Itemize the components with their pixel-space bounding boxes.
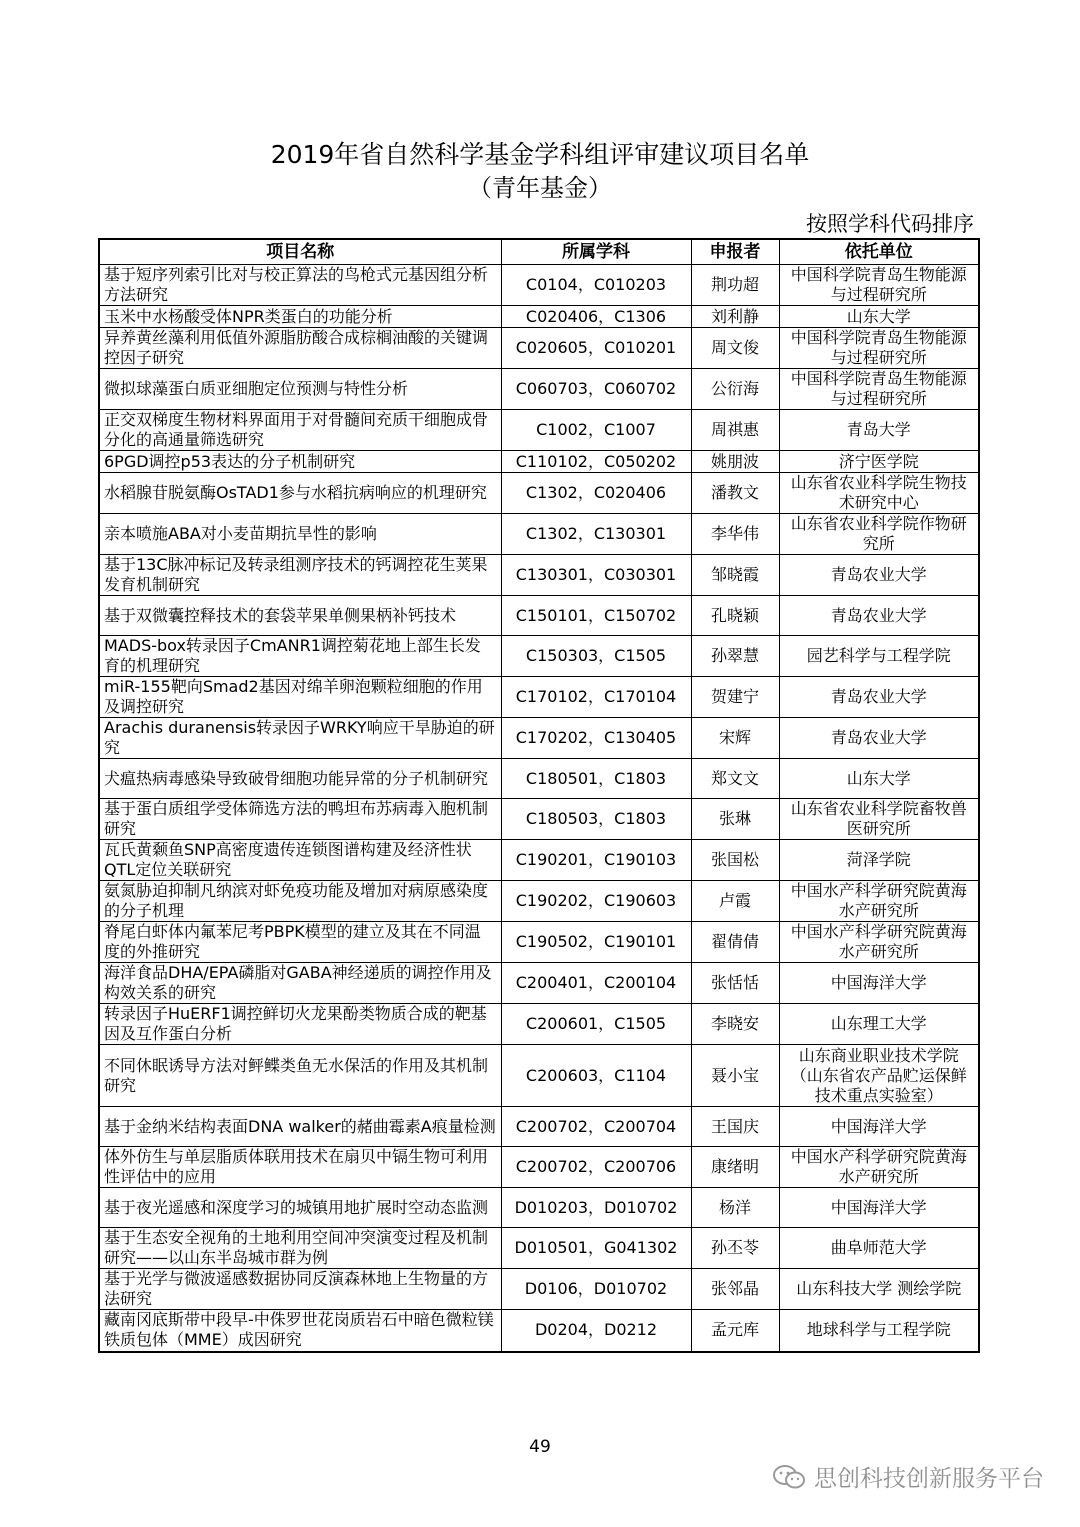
page-title: 2019年省自然科学基金学科组评审建议项目名单	[270, 140, 810, 169]
applicant-cell	[691, 1045, 779, 1107]
project-name-cell	[99, 759, 501, 799]
subject-cell	[501, 410, 691, 451]
project-name-text: 基于光学与微波遥感数据协同反演森林地上生物量的方法研究	[104, 1269, 489, 1308]
subject-text: D010501，G041302	[514, 1238, 678, 1257]
table-row	[99, 1310, 979, 1352]
subject-text: C190202，C190603	[515, 891, 677, 910]
institution-cell	[779, 473, 979, 514]
wechat-icon	[772, 1464, 806, 1490]
subject-text: C150101，C150702	[515, 605, 677, 625]
applicant-text: 卢霞	[718, 891, 751, 910]
institution-cell	[779, 451, 979, 473]
applicant-cell	[691, 473, 779, 514]
project-name-text: 藏南冈底斯带中段早-中侏罗世花岗质岩石中暗色微粒镁铁质包体（MME）成因研究	[104, 1310, 494, 1350]
project-name-text: 犬瘟热病毒感染导致破骨细胞功能异常的分子机制研究	[104, 768, 489, 788]
applicant-cell	[691, 881, 779, 922]
institution-cell	[779, 328, 979, 369]
institution-cell	[779, 677, 979, 718]
subject-text: C170202，C130405	[515, 728, 677, 747]
table-row	[99, 514, 979, 555]
project-name-cell	[99, 451, 501, 473]
applicant-text: 聂小宝	[710, 1065, 759, 1085]
applicant-text: 张琳	[718, 809, 751, 828]
applicant-text: 张国松	[710, 850, 759, 869]
institution-text: 中国水产科学研究院黄海水产研究所	[790, 1147, 967, 1186]
project-name-text: 基于夜光遥感和深度学习的城镇用地扩展时空动态监测	[104, 1197, 489, 1217]
applicant-cell	[691, 1147, 779, 1188]
subject-cell	[501, 1004, 691, 1045]
project-name-text: 玉米中水杨酸受体NPR类蛋白的功能分析	[104, 306, 393, 326]
subject-cell	[501, 759, 691, 799]
project-name-cell	[99, 555, 501, 596]
project-name-cell	[99, 1269, 501, 1310]
project-name-text: 脊尾白虾体内氟苯尼考PBPK模型的建立及其在不同温度的外推研究	[104, 922, 481, 961]
subject-text: C170102，C170104	[515, 687, 677, 706]
project-name-text: 异养黄丝藻利用低值外源脂肪酸合成棕榈油酸的关键调控因子研究	[104, 328, 489, 367]
project-name-text: 6PGD调控p53表达的分子机制研究	[104, 451, 356, 471]
project-name-text: MADS-box转录因子CmANR1调控菊花地上部生长发育的机理研究	[104, 636, 481, 675]
table-row	[99, 799, 979, 840]
subject-cell	[501, 1310, 691, 1352]
subject-text: C180501，C1803	[525, 768, 667, 788]
subject-cell	[501, 799, 691, 840]
table-row	[99, 1188, 979, 1228]
column-header-project-name: 项目名称	[99, 239, 501, 265]
institution-text: 青岛农业大学	[830, 728, 927, 747]
subject-cell	[501, 1045, 691, 1107]
applicant-cell	[691, 677, 779, 718]
subject-text: C200401，C200104	[515, 973, 677, 992]
institution-cell	[779, 1147, 979, 1188]
applicant-text: 王国庆	[710, 1116, 759, 1136]
subject-cell	[501, 1147, 691, 1188]
subject-text: C110102，C050202	[515, 451, 677, 471]
institution-text: 中国海洋大学	[830, 973, 927, 992]
subject-cell	[501, 718, 691, 759]
institution-text: 菏泽学院	[846, 850, 911, 869]
institution-text: 园艺科学与工程学院	[806, 646, 951, 665]
project-name-cell	[99, 922, 501, 963]
project-name-text: 微拟球藻蛋白质亚细胞定位预测与特性分析	[104, 379, 409, 398]
institution-text: 中国海洋大学	[830, 1197, 927, 1217]
institution-text: 中国科学院青岛生物能源与过程研究所	[790, 265, 967, 304]
institution-cell	[779, 922, 979, 963]
institution-text: 中国水产科学研究院黄海水产研究所	[790, 881, 967, 920]
subject-cell	[501, 514, 691, 555]
watermark	[772, 1460, 1044, 1493]
subject-cell	[501, 677, 691, 718]
subject-cell	[501, 328, 691, 369]
subject-text: C190201，C190103	[515, 850, 677, 869]
subject-cell	[501, 596, 691, 636]
institution-cell	[779, 1045, 979, 1107]
project-name-text: 不同休眠诱导方法对鲆鲽类鱼无水保活的作用及其机制研究	[104, 1055, 489, 1095]
applicant-cell	[691, 963, 779, 1004]
applicant-text: 刘利静	[710, 306, 759, 326]
project-name-cell	[99, 369, 501, 410]
subject-cell	[501, 922, 691, 963]
table-row	[99, 881, 979, 922]
applicant-cell	[691, 1107, 779, 1147]
institution-text: 青岛农业大学	[830, 565, 927, 584]
institution-text: 山东省农业科学院畜牧兽医研究所	[790, 799, 967, 838]
project-name-cell	[99, 1004, 501, 1045]
institution-text: 济宁医学院	[838, 451, 919, 471]
subject-text: C1302，C020406	[525, 483, 667, 502]
applicant-cell	[691, 759, 779, 799]
institution-text: 山东大学	[846, 768, 911, 788]
applicant-cell	[691, 799, 779, 840]
applicant-text: 李华伟	[710, 524, 759, 543]
subject-text: C200601，C1505	[525, 1014, 667, 1033]
institution-cell	[779, 718, 979, 759]
institution-text: 曲阜师范大学	[830, 1238, 927, 1257]
subject-cell	[501, 1107, 691, 1147]
applicant-text: 潘教文	[710, 483, 759, 502]
applicant-cell	[691, 306, 779, 328]
institution-cell	[779, 963, 979, 1004]
table-row	[99, 922, 979, 963]
project-name-text: 海洋食品DHA/EPA磷脂对GABA神经递质的调控作用及构效关系的研究	[104, 963, 492, 1002]
subject-cell	[501, 840, 691, 881]
project-name-cell	[99, 1147, 501, 1188]
subject-text: D0204，D0212	[534, 1320, 658, 1340]
institution-cell	[779, 799, 979, 840]
institution-text: 地球科学与工程学院	[806, 1320, 951, 1340]
table-row	[99, 1147, 979, 1188]
institution-cell	[779, 1188, 979, 1228]
subject-text: C190502，C190101	[515, 932, 677, 951]
table-row	[99, 759, 979, 799]
applicant-text: 张恬恬	[710, 973, 759, 992]
applicant-text: 康绪明	[710, 1157, 759, 1176]
project-name-text: 基于双微囊控释技术的套袋苹果单侧果柄补钙技术	[104, 605, 457, 625]
project-name-text: 亲本喷施ABA对小麦苗期抗旱性的影响	[104, 524, 377, 543]
applicant-text: 张邻晶	[710, 1279, 759, 1298]
applicant-cell	[691, 1269, 779, 1310]
institution-text: 中国海洋大学	[830, 1116, 927, 1136]
project-name-cell	[99, 1310, 501, 1352]
project-name-cell	[99, 1228, 501, 1269]
project-name-text: 氨氮胁迫抑制凡纳滨对虾免疫功能及增加对病原感染度的分子机理	[104, 881, 489, 920]
project-name-cell	[99, 328, 501, 369]
subject-text: C1302，C130301	[525, 524, 667, 543]
subject-cell	[501, 636, 691, 677]
project-name-cell	[99, 596, 501, 636]
subject-cell	[501, 369, 691, 410]
table-row	[99, 677, 979, 718]
subject-text: C180503，C1803	[525, 809, 667, 828]
applicant-cell	[691, 1310, 779, 1352]
applicant-cell	[691, 922, 779, 963]
applicant-cell	[691, 1188, 779, 1228]
table-row	[99, 555, 979, 596]
applicant-cell	[691, 1228, 779, 1269]
institution-text: 青岛农业大学	[830, 687, 927, 706]
applicant-cell	[691, 596, 779, 636]
institution-text: 青岛大学	[846, 420, 911, 439]
project-name-cell	[99, 1188, 501, 1228]
table-row	[99, 451, 979, 473]
subject-text: D010203，D010702	[514, 1197, 678, 1217]
subject-text: C1002，C1007	[536, 420, 656, 439]
project-name-text: miR-155靶向Smad2基因对绵羊卵泡颗粒细胞的作用及调控研究	[104, 677, 483, 716]
applicant-text: 邹晓霞	[710, 565, 759, 584]
subject-text: C150303，C1505	[525, 646, 667, 665]
watermark-text: 思创科技创新服务平台	[814, 1466, 1044, 1492]
subject-cell	[501, 963, 691, 1004]
project-name-text: 基于生态安全视角的土地利用空间冲突演变过程及机制研究——以山东半岛城市群为例	[104, 1228, 489, 1267]
subject-cell	[501, 1269, 691, 1310]
subject-cell	[501, 473, 691, 514]
institution-cell	[779, 1107, 979, 1147]
applicant-text: 杨洋	[718, 1197, 751, 1217]
applicant-text: 姚朋波	[710, 451, 759, 471]
institution-text: 山东理工大学	[830, 1014, 927, 1033]
institution-cell	[779, 555, 979, 596]
applicant-text: 周文俊	[710, 338, 759, 357]
applicant-text: 孔晓颖	[710, 605, 759, 625]
table-row	[99, 410, 979, 451]
sort-note: 按照学科代码排序	[806, 212, 974, 236]
applicant-text: 周祺惠	[710, 420, 759, 439]
project-name-text: 瓦氏黄颡鱼SNP高密度遗传连锁图谱构建及经济性状QTL定位关联研究	[104, 840, 472, 879]
table-row	[99, 718, 979, 759]
project-name-cell	[99, 1107, 501, 1147]
project-name-cell	[99, 1045, 501, 1107]
subject-text: C200603，C1104	[525, 1065, 667, 1085]
institution-text: 山东省农业科学院生物技术研究中心	[790, 473, 967, 512]
applicant-text: 荆功超	[710, 275, 759, 294]
table-row	[99, 1228, 979, 1269]
project-name-cell	[99, 265, 501, 306]
subject-text: C0104，C010203	[525, 275, 667, 294]
applicant-cell	[691, 514, 779, 555]
table-row	[99, 1004, 979, 1045]
institution-text: 山东大学	[846, 306, 911, 326]
applicant-text: 宋辉	[718, 728, 751, 747]
institution-cell	[779, 265, 979, 306]
applicant-text: 贺建宁	[710, 687, 759, 706]
column-header-institution: 依托单位	[779, 239, 979, 265]
institution-text: 中国水产科学研究院黄海水产研究所	[790, 922, 967, 961]
project-name-text: 基于13C脉冲标记及转录组测序技术的钙调控花生荚果发育机制研究	[104, 555, 488, 594]
institution-cell	[779, 369, 979, 410]
project-name-cell	[99, 881, 501, 922]
project-name-text: 正交双梯度生物材料界面用于对骨髓间充质干细胞成骨分化的高通量筛选研究	[104, 410, 489, 449]
institution-cell	[779, 881, 979, 922]
subject-cell	[501, 555, 691, 596]
column-header-subject: 所属学科	[501, 239, 691, 265]
applicant-text: 李晓安	[710, 1014, 759, 1033]
subject-cell	[501, 1228, 691, 1269]
project-name-text: 基于蛋白质组学受体筛选方法的鸭坦布苏病毒入胞机制研究	[104, 799, 489, 838]
project-name-cell	[99, 306, 501, 328]
institution-text: 山东省农业科学院作物研究所	[790, 514, 967, 553]
applicant-text: 公衍海	[710, 379, 759, 398]
applicant-text: 孟元库	[710, 1320, 759, 1340]
subject-text: C020605，C010201	[515, 338, 677, 357]
table-header-row	[99, 239, 979, 265]
institution-text: 中国科学院青岛生物能源与过程研究所	[790, 369, 967, 408]
project-name-cell	[99, 514, 501, 555]
subject-text: C200702，C200704	[515, 1116, 677, 1136]
table-row	[99, 369, 979, 410]
subject-cell	[501, 451, 691, 473]
applicant-cell	[691, 410, 779, 451]
project-table	[98, 238, 980, 1353]
subject-text: D0106，D010702	[524, 1279, 668, 1298]
page-number: 49	[529, 1437, 551, 1457]
project-name-text: 水稻腺苷脱氨酶OsTAD1参与水稻抗病响应的机理研究	[104, 483, 487, 502]
institution-text: 山东科技大学 测绘学院	[796, 1279, 962, 1298]
subject-cell	[501, 881, 691, 922]
applicant-cell	[691, 636, 779, 677]
institution-text: 中国科学院青岛生物能源与过程研究所	[790, 328, 967, 367]
applicant-cell	[691, 328, 779, 369]
project-name-text: 基于金纳米结构表面DNA walker的赭曲霉素A痕量检测	[104, 1116, 496, 1136]
page-subtitle: （青年基金）	[468, 174, 612, 202]
table-row	[99, 1269, 979, 1310]
applicant-text: 郑文文	[710, 768, 759, 788]
subject-text: C130301，C030301	[515, 565, 677, 584]
institution-cell	[779, 840, 979, 881]
table-row	[99, 473, 979, 514]
project-name-cell	[99, 799, 501, 840]
applicant-cell	[691, 451, 779, 473]
applicant-cell	[691, 555, 779, 596]
table-row	[99, 306, 979, 328]
applicant-cell	[691, 840, 779, 881]
institution-cell	[779, 759, 979, 799]
table-row	[99, 328, 979, 369]
institution-cell	[779, 1004, 979, 1045]
project-name-cell	[99, 473, 501, 514]
institution-cell	[779, 636, 979, 677]
project-name-cell	[99, 636, 501, 677]
subject-text: C060703，C060702	[515, 379, 677, 398]
institution-cell	[779, 1269, 979, 1310]
subject-text: C020406，C1306	[525, 306, 667, 326]
table-row	[99, 596, 979, 636]
institution-text: 青岛农业大学	[830, 605, 927, 625]
project-name-cell	[99, 718, 501, 759]
table-row	[99, 265, 979, 306]
project-name-text: Arachis duranensis转录因子WRKY响应干旱胁迫的研究	[104, 718, 495, 757]
column-header-applicant: 申报者	[691, 239, 779, 265]
subject-cell	[501, 306, 691, 328]
applicant-cell	[691, 265, 779, 306]
applicant-cell	[691, 1004, 779, 1045]
table-body	[99, 265, 979, 1352]
institution-cell	[779, 1228, 979, 1269]
applicant-text: 翟倩倩	[710, 932, 759, 951]
institution-text: 山东商业职业技术学院（山东省农产品贮运保鲜技术重点实验室）	[790, 1045, 967, 1105]
table-row	[99, 963, 979, 1004]
table-row	[99, 840, 979, 881]
subject-text: C200702，C200706	[515, 1157, 677, 1176]
institution-cell	[779, 1310, 979, 1352]
applicant-cell	[691, 369, 779, 410]
subject-cell	[501, 1188, 691, 1228]
institution-cell	[779, 410, 979, 451]
project-name-text: 体外仿生与单层脂质体联用技术在扇贝中镉生物可利用性评估中的应用	[104, 1147, 489, 1186]
project-name-cell	[99, 840, 501, 881]
project-name-cell	[99, 963, 501, 1004]
project-name-cell	[99, 677, 501, 718]
institution-cell	[779, 514, 979, 555]
table-row	[99, 1045, 979, 1107]
institution-cell	[779, 306, 979, 328]
table-row	[99, 636, 979, 677]
applicant-text: 孙翠慧	[710, 646, 759, 665]
table-row	[99, 1107, 979, 1147]
project-name-text: 基于短序列索引比对与校正算法的鸟枪式元基因组分析方法研究	[104, 265, 489, 304]
project-name-text: 转录因子HuERF1调控鲜切火龙果酚类物质合成的靶基因及互作蛋白分析	[104, 1004, 487, 1043]
applicant-cell	[691, 718, 779, 759]
institution-cell	[779, 596, 979, 636]
applicant-text: 孙丕苓	[710, 1238, 759, 1257]
project-name-cell	[99, 410, 501, 451]
subject-cell	[501, 265, 691, 306]
